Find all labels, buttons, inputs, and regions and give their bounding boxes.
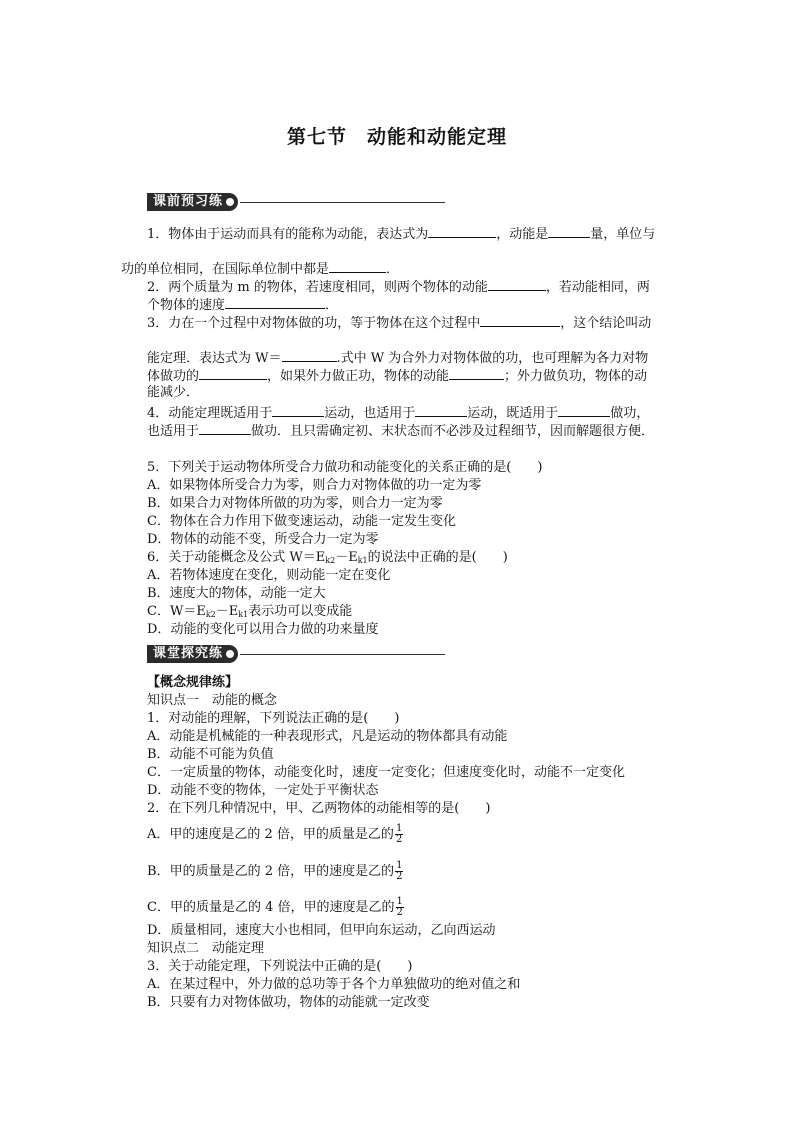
p1-stem: 1．对动能的理解，下列说法正确的是( ) [147,711,400,726]
p2-option-d[interactable]: D．质量相同，速度大小也相同，但甲向东运动，乙向西运动 [147,923,496,938]
fraction: $\frac{1}{2}$ [395,823,403,845]
answer-blank[interactable] [272,403,324,417]
answer-blank[interactable] [449,366,504,380]
answer-blank[interactable] [415,403,467,417]
fraction: $\frac{1}{2}$ [396,860,403,882]
q5-option-b[interactable]: B．如果合力对物体所做的功为零，则合力一定为零 [147,496,443,511]
p2-option-b[interactable]: B．甲的质量是乙的 2 倍，甲的速度是乙的 $\frac{1}{2}$ [147,860,403,882]
p2-option-a[interactable]: A．甲的速度是乙的 2 倍，甲的质量是乙的 $\frac{1}{2}$ [147,823,403,845]
q6-stem: 6．关于动能概念及公式 $W=E_{k2}-E_{k1}$的说法中正确的是( ) [147,550,508,565]
p3-option-a[interactable]: A．在某过程中，外力做的总功等于各个力单独做功的绝对值之和 [147,977,521,992]
q3-line3: 体做功的 ，如果外力做正功，物体的动能 ；外力做负功，物体的动 [147,366,647,385]
answer-blank[interactable] [225,295,325,309]
q6-option-a[interactable]: A．若物体速度在变化，则动能一定在变化 [147,568,391,583]
q5-option-d[interactable]: D．物体的动能不变，所受合力一定为零 [147,532,379,547]
answer-blank[interactable] [480,313,560,327]
section-header-classroom [147,644,445,664]
q3-line1: 3．力在一个过程中对物体做的功，等于物体在这个过程中 ，这个结论叫动 [147,313,651,332]
q4-line2: 也适用于 做功．且只需确定初、末状态而不必涉及过程细节，因而解题很方便． [147,421,654,440]
fraction: $\frac{1}{2}$ [396,896,403,918]
answer-blank[interactable] [488,277,546,291]
answer-blank[interactable] [548,224,590,238]
p3-stem: 3．关于动能定理，下列说法中正确的是( ) [147,959,413,974]
q5-option-a[interactable]: A．如果物体所受合力为零，则合力对物体做的功一定为零 [147,478,482,493]
section-label-text: 课前预习练 [153,194,224,209]
q6-option-c[interactable]: C．$W=E_{k2}-E_{k1}$表示功可以变成能 [147,604,353,619]
q3-line2: 能定理．表达式为 W＝ .式中 W 为合外力对物体做的功，也可理解为各力对物 [147,348,648,367]
answer-blank[interactable] [199,366,267,380]
section-label [147,193,238,211]
answer-blank[interactable] [199,421,251,435]
answer-blank[interactable] [282,348,337,362]
p1-option-d[interactable]: D．动能不变的物体，一定处于平衡状态 [147,783,379,798]
p2-stem: 2．在下列几种情况中，甲、乙两物体的动能相等的是( ) [147,801,491,816]
p1-option-b[interactable]: B．动能不可能为负值 [147,747,274,762]
q5-stem: 5．下列关于运动物体所受合力做功和动能变化的关系正确的是( ) [147,460,543,475]
q3-line4: 能减少． [147,385,200,400]
p3-option-b[interactable]: B．只要有力对物体做功，物体的动能就一定改变 [147,995,430,1010]
answer-blank[interactable] [558,403,610,417]
q2-line2: 个物体的速度 ． [147,295,338,314]
p1-option-a[interactable]: A．动能是机械能的一种表现形式，凡是运动的物体都具有动能 [147,729,508,744]
p2-option-c[interactable]: C．甲的质量是乙的 4 倍，甲的速度是乙的 $\frac{1}{2}$ [147,896,403,918]
knowledge-point-1: 知识点一 动能的概念 [147,693,278,708]
q6-option-b[interactable]: B．速度大的物体，动能一定大 [147,586,326,601]
answer-blank[interactable] [428,224,496,238]
page-title: 第七节 动能和动能定理 [286,126,507,148]
dot-icon [226,198,234,206]
knowledge-point-2: 知识点二 动能定理 [147,941,265,956]
q1-line2: 功的单位相同，在国际单位制中都是 ． [121,259,399,278]
section-label [147,645,238,663]
section-rule [240,202,445,203]
dot-icon [226,650,234,658]
q4-line1: 4．动能定理既适用于 运动，也适用于 运动，既适用于 做功， [147,403,649,422]
q1-line1: 1．物体由于运动而具有的能称为动能，表达式为 ，动能是 量，单位与 [147,224,655,243]
section-label-text: 课堂探究练 [153,646,224,661]
section-rule [240,654,445,655]
part-heading: 【概念规律练】 [147,675,239,690]
q2-line1: 2．两个质量为 m 的物体，若速度相同，则两个物体的动能 ，若动能相同，两 [147,277,650,296]
q6-option-d[interactable]: D．动能的变化可以用合力做的功来量度 [147,622,379,637]
q5-option-c[interactable]: C．物体在合力作用下做变速运动，动能一定发生变化 [147,514,456,529]
answer-blank[interactable] [329,259,386,273]
p1-option-c[interactable]: C．一定质量的物体，动能变化时，速度一定变化；但速度变化时，动能不一定变化 [147,765,625,780]
section-header-preview [147,192,445,212]
